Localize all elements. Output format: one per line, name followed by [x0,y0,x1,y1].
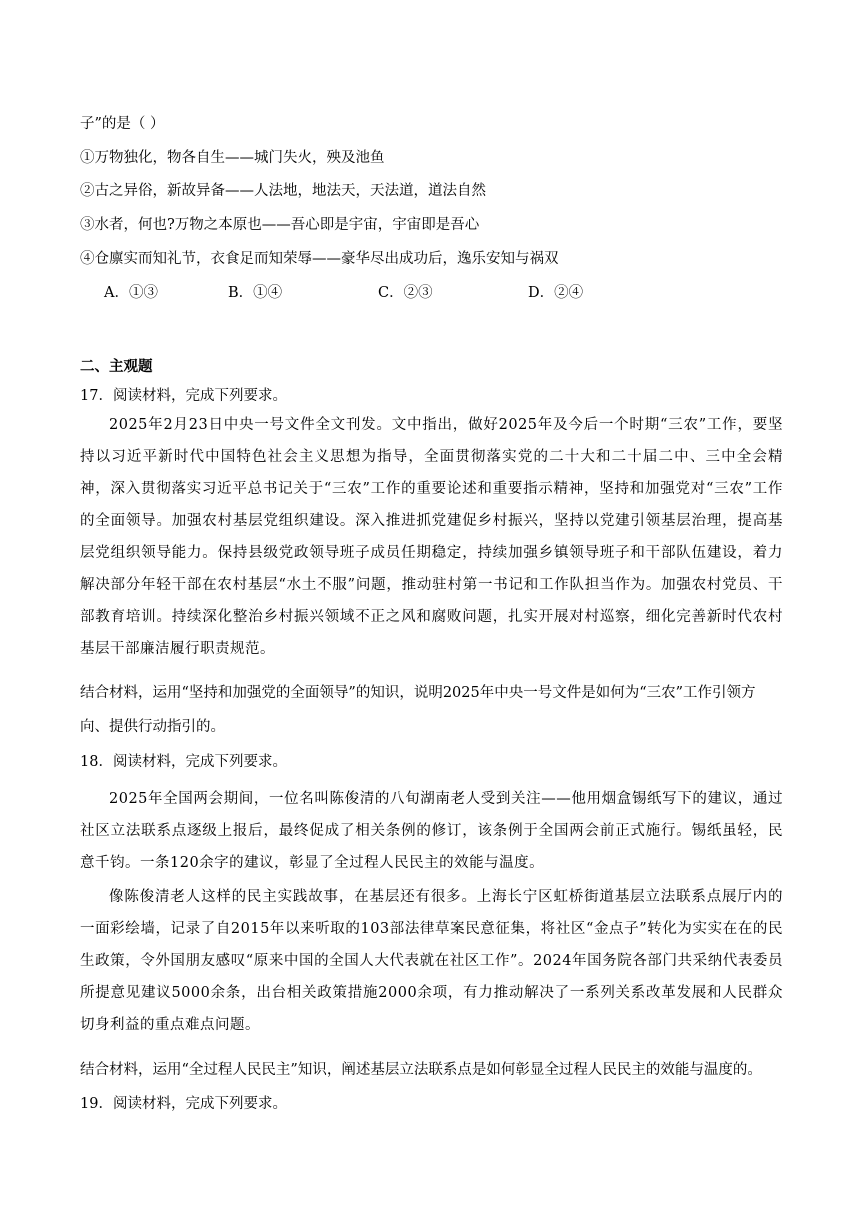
q16-option-a: A．①③ [104,285,158,301]
section-title: 二、主观题 [80,359,153,375]
q16-option-b: B．①④ [228,285,283,301]
q17-question-line-2: 向、提供行动指引的。 [80,719,225,735]
q19-intro: 19．阅读材料，完成下列要求。 [80,1096,287,1112]
q16-option-d: D．②④ [528,285,584,301]
q18-material-1: 2025年全国两会期间，一位名叫陈俊清的八旬湖南老人受到关注——他用烟盒锡纸写下的建议，通过社区立法联系点逐级上报后，最终促成了相关条例的修订，该条例于全国两会前正式施行。锡纸虽轻，民意千钧。一条120余字的建议，彰显了全过程人民民主的效能与温度。 [80,791,783,871]
q16-item-4: ④仓廪实而知礼节，衣食足而知荣辱——豪华尽出成功后，逸乐安知与祸双 [80,251,559,267]
q18-material-2: 像陈俊清老人这样的民主实践故事，在基层还有很多。上海长宁区虹桥街道基层立法联系点展厅内的一面彩绘墙，记录了自2015年以来听取的103部法律草案民意征集，将社区“金点子”转化为实实在在的民生政策，令外国朋友感叹“原来中国的全国人大代表就在社区工作”。2024年国务院各部门共采纳代表委员所提意见建议5000余条，出台相关政策措施2000余项，有力推动解决了一系列关系改革发展和人民群众切身利益的重点难点问题。 [80,889,783,1033]
q17-intro: 17．阅读材料，完成下列要求。 [80,388,287,404]
q16-item-3: ③水者，何也?万物之本原也——吾心即是宇宙，宇宙即是吾心 [80,217,480,233]
q16-item-1: ①万物独化，物各自生——城门失火，殃及池鱼 [80,150,385,166]
q16-stem-tail: 子”的是（ ） [80,116,165,132]
q17-question-line-1: 结合材料，运用“坚持和加强党的全面领导”的知识，说明2025年中央一号文件是如何为“三农”工作引领方 [80,685,756,701]
q18-intro: 18．阅读材料，完成下列要求。 [80,754,287,770]
q16-item-2: ②古之异俗，新故异备——人法地，地法天，天法道，道法自然 [80,183,486,199]
q18-question: 结合材料，运用“全过程人民民主”知识，阐述基层立法联系点是如何彰显全过程人民民主的效能与温度的。 [80,1062,762,1078]
q16-option-c: C．②③ [378,285,433,301]
q17-material: 2025年2月23日中央一号文件全文刊发。文中指出，做好2025年及今后一个时期“三农”工作，要坚持以习近平新时代中国特色社会主义思想为指导，全面贯彻落实党的二十大和二十届二中、三中全会精神，深入贯彻落实习近平总书记关于“三农”工作的重要论述和重要指示精神，坚持和加强党对“三农”工作的全面领导。加强农村基层党组织建设。深入推进抓党建促乡村振兴，坚持以党建引领基层治理，提高基层党组织领导能力。保持县级党政领导班子成员任期稳定，持续加强乡镇领导班子和干部队伍建设，着力解决部分年轻干部在农村基层“水土不服”问题，推动驻村第一书记和工作队担当作为。加强农村党员、干部教育培训。持续深化整治乡村振兴领域不正之风和腐败问题，扎实开展对村巡察，细化完善新时代农村基层干部廉洁履行职责规范。 [80,417,783,657]
